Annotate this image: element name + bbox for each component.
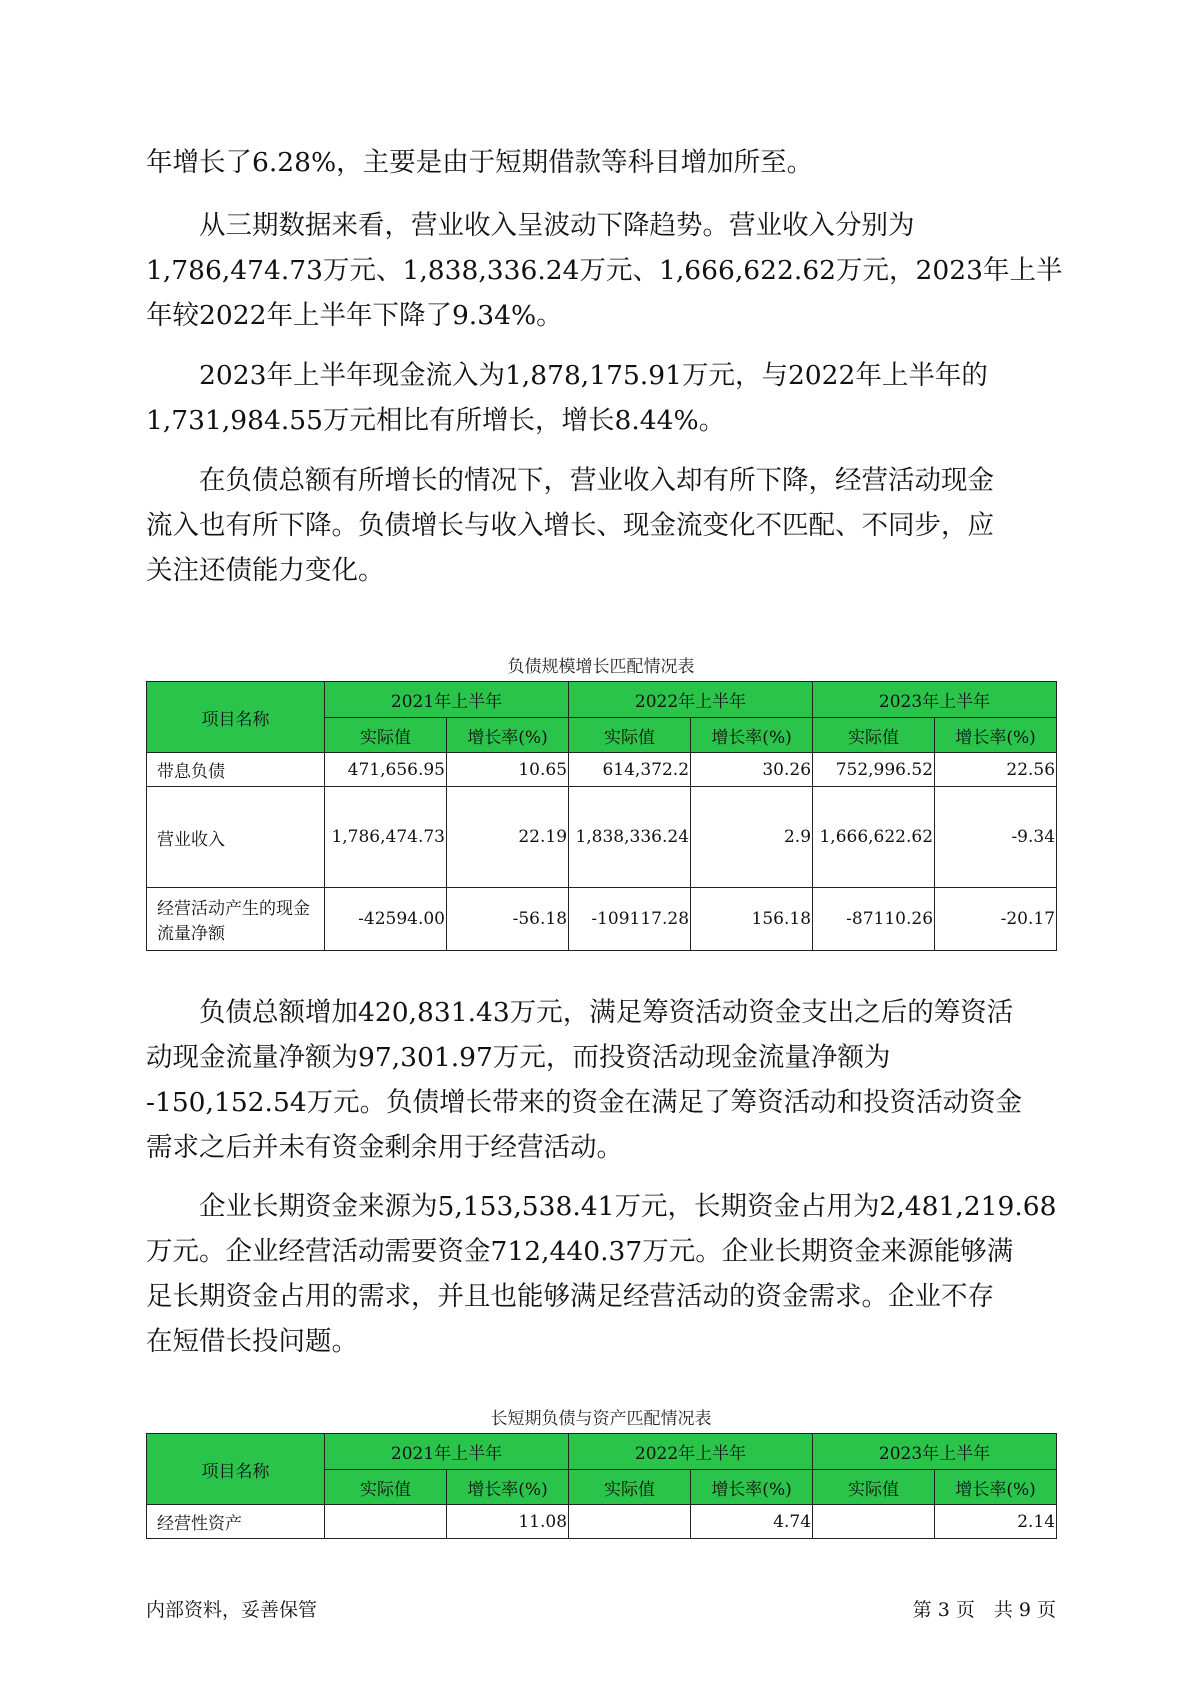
text-line: 万元。企业经营活动需要资金712,440.37万元。企业长期资金来源能够满 [146, 1236, 1014, 1267]
text-line: 需求之后并未有资金剩余用于经营活动。 [146, 1132, 623, 1163]
cell-value: 614,372.2 [569, 753, 691, 787]
table-row [147, 787, 1057, 888]
text-line: 2023年上半年现金流入为1,878,175.91万元，与2022年上半年的 [146, 360, 988, 391]
cell-value [325, 1505, 447, 1539]
text-line: -150,152.54万元。负债增长带来的资金在满足了筹资活动和投资活动资金 [146, 1087, 1023, 1118]
header-period: 2022年上半年 [569, 682, 813, 718]
debt-scale-match-table [146, 681, 1057, 951]
row-name: 带息负债 [147, 753, 325, 787]
table-row [147, 1505, 1057, 1539]
text-line: 动现金流量净额为97,301.97万元，而投资活动现金流量净额为 [146, 1042, 891, 1073]
table-row [147, 888, 1057, 951]
cell-value: 1,666,622.62 [813, 787, 935, 888]
header-growth: 增长率(%) [691, 1470, 813, 1505]
text-line: 足长期资金占用的需求，并且也能够满足经营活动的资金需求。企业不存 [146, 1281, 994, 1312]
header-actual: 实际值 [813, 1470, 935, 1505]
header-growth: 增长率(%) [935, 1470, 1057, 1505]
cell-value: -56.18 [447, 888, 569, 951]
table-caption: 长短期负债与资产匹配情况表 [490, 1409, 712, 1429]
text-line: 1,786,474.73万元、1,838,336.24万元、1,666,622.62万元，2023年上半 [146, 255, 1063, 286]
row-name: 经营活动产生的现金流量净额 [147, 888, 325, 951]
row-name: 营业收入 [147, 787, 325, 888]
header-growth: 增长率(%) [447, 1470, 569, 1505]
cell-value: 22.56 [935, 753, 1057, 787]
cell-value: 156.18 [691, 888, 813, 951]
header-growth: 增长率(%) [935, 718, 1057, 753]
header-actual: 实际值 [325, 1470, 447, 1505]
cell-value [569, 1505, 691, 1539]
cell-value: 752,996.52 [813, 753, 935, 787]
header-actual: 实际值 [569, 718, 691, 753]
header-growth: 增长率(%) [447, 718, 569, 753]
header-actual: 实际值 [569, 1470, 691, 1505]
table-caption: 负债规模增长匹配情况表 [507, 657, 695, 677]
cell-value: 2.9 [691, 787, 813, 888]
cell-value: 22.19 [447, 787, 569, 888]
paragraph-1 [146, 140, 1056, 185]
header-period: 2021年上半年 [325, 682, 569, 718]
cell-value: -42594.00 [325, 888, 447, 951]
cell-value: 30.26 [691, 753, 813, 787]
table-row [147, 753, 1057, 787]
text-line: 负债总额增加420,831.43万元，满足筹资活动资金支出之后的筹资活 [146, 997, 1014, 1028]
text-line: 1,731,984.55万元相比有所增长，增长8.44%。 [146, 405, 726, 436]
cell-value: -87110.26 [813, 888, 935, 951]
header-item-name: 项目名称 [147, 1434, 325, 1505]
header-period: 2021年上半年 [325, 1434, 569, 1470]
cell-value: 1,786,474.73 [325, 787, 447, 888]
row-name: 经营性资产 [147, 1505, 325, 1539]
text-line: 流入也有所下降。负债增长与收入增长、现金流变化不匹配、不同步，应 [146, 510, 994, 541]
cell-value: 11.08 [447, 1505, 569, 1539]
cell-value: 10.65 [447, 753, 569, 787]
cell-value: -20.17 [935, 888, 1057, 951]
long-short-term-match-table [146, 1433, 1057, 1539]
text-line: 从三期数据来看，营业收入呈波动下降趋势。营业收入分别为 [146, 210, 915, 241]
cell-value [813, 1505, 935, 1539]
header-growth: 增长率(%) [691, 718, 813, 753]
header-period: 2022年上半年 [569, 1434, 813, 1470]
text-line: 年较2022年上半年下降了9.34%。 [146, 300, 563, 331]
cell-value: 471,656.95 [325, 753, 447, 787]
paragraph-6 [146, 1184, 1056, 1364]
header-actual: 实际值 [813, 718, 935, 753]
paragraph-5 [146, 990, 1056, 1170]
text-line: 年增长了6.28%，主要是由于短期借款等科目增加所至。 [146, 147, 814, 178]
header-period: 2023年上半年 [813, 682, 1057, 718]
footer-page-number: 第 3 页 共 9 页 [912, 1599, 1056, 1621]
header-item-name: 项目名称 [147, 682, 325, 753]
paragraph-4 [146, 458, 1056, 593]
cell-value: -9.34 [935, 787, 1057, 888]
paragraph-2 [146, 203, 1063, 338]
paragraph-3 [146, 353, 1056, 443]
cell-value: 1,838,336.24 [569, 787, 691, 888]
header-period: 2023年上半年 [813, 1434, 1057, 1470]
cell-value: 2.14 [935, 1505, 1057, 1539]
text-line: 企业长期资金来源为5,153,538.41万元，长期资金占用为2,481,219.68 [146, 1191, 1057, 1222]
cell-value: -109117.28 [569, 888, 691, 951]
text-line: 在短借长投问题。 [146, 1326, 358, 1357]
header-actual: 实际值 [325, 718, 447, 753]
cell-value: 4.74 [691, 1505, 813, 1539]
text-line: 关注还债能力变化。 [146, 555, 385, 586]
footer-confidential: 内部资料，妥善保管 [146, 1599, 318, 1621]
text-line: 在负债总额有所增长的情况下，营业收入却有所下降，经营活动现金 [146, 465, 994, 496]
